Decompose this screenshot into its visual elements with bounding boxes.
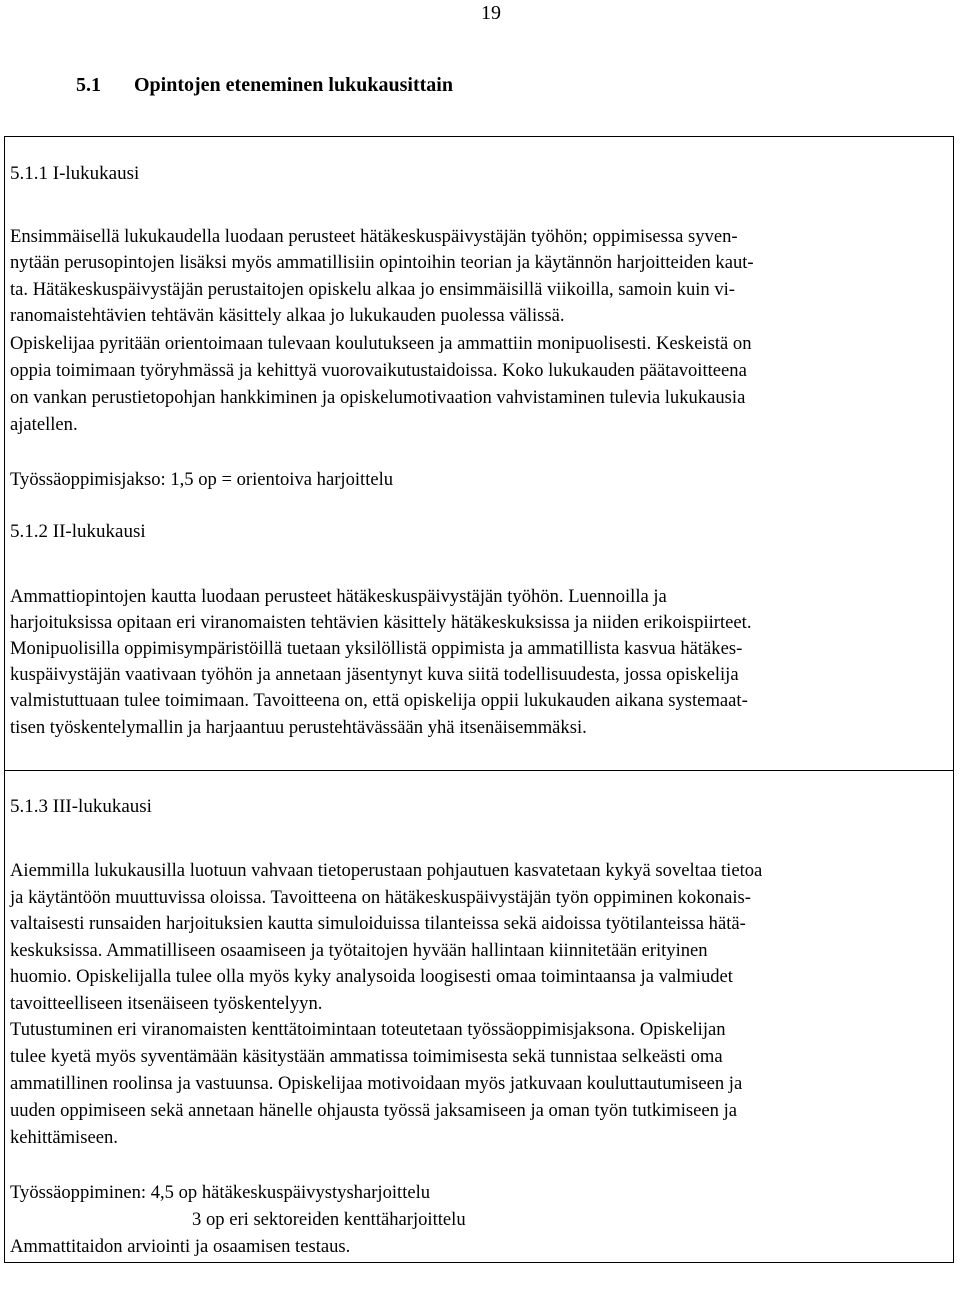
- section-3-line: huomio. Opiskelijalla tulee olla myös kyky analysoida loogisesti omaa toimintaansa ja valmiudet: [10, 966, 733, 987]
- section-2-line: Monipuolisilla oppimisympäristöillä tuetaan yksilöllistä oppimista ja ammatillista kasvua hätäkes-: [10, 638, 743, 659]
- section-1-line: on vankan perustietopohjan hankkiminen ja opiskelumotivaation vahvistaminen tulevia lukukausia: [10, 387, 746, 408]
- section-2-heading: 5.1.2 II-lukukausi: [10, 521, 146, 542]
- section-3-line: keskuksissa. Ammatilliseen osaamiseen ja työtaitojen hyvään hallintaan kiinnitetään erityinen: [10, 940, 708, 961]
- section-1-line: ta. Hätäkeskuspäivystäjän perustaitojen opiskelu alkaa jo ensimmäisillä viikoilla, samoin kuin vi-: [10, 279, 736, 300]
- section-2-line: tisen työskentelymallin ja harjaantuu perustehtävässään yhä itsenäisemmäksi.: [10, 717, 587, 738]
- section-1-line: ajatellen.: [10, 414, 78, 435]
- section-3-line: tulee kyetä myös syventämään käsitystään ammatissa toimimisesta sekä tunnistaa selkeästi oma: [10, 1046, 723, 1067]
- section-3-line: uuden oppimiseen sekä annetaan hänelle ohjausta työssä jaksamiseen ja oman työn tutkimiseen ja: [10, 1100, 738, 1121]
- section-2-line: Ammattiopintojen kautta luodaan perusteet hätäkeskuspäivystäjän työhön. Luennoilla ja: [10, 586, 667, 607]
- section-2-line: harjoituksissa opitaan eri viranomaisten tehtävien käsittely hätäkeskuksissa ja niiden erikoispiirteet.: [10, 612, 752, 633]
- section-1-line: Opiskelijaa pyritään orientoimaan tulevaan koulutukseen ja ammattiin monipuolisesti. Keskeistä on: [10, 333, 752, 354]
- section-1-line: oppia toimimaan työryhmässä ja kehittyä vuorovaikutustaidoissa. Koko lukukauden päätavoitteena: [10, 360, 747, 381]
- section-3-line: Aiemmilla lukukausilla luotuun vahvaan tietoperustaan pohjautuen kasvatetaan kykyä soveltaa tietoa: [10, 860, 763, 881]
- section-1-line: ranomaistehtävien tehtävän käsittely alkaa jo lukukauden puolessa välissä.: [10, 305, 565, 326]
- main-heading-number: 5.1: [76, 74, 101, 96]
- main-heading-text: Opintojen eteneminen lukukausittain: [134, 74, 453, 96]
- section-2-line: valmistuttuaan tulee toimimaan. Tavoitteena on, että opiskelija oppii lukukauden aikana systemaat-: [10, 690, 748, 711]
- section-1-heading: 5.1.1 I-lukukausi: [10, 163, 140, 184]
- section-2-line: kuspäivystäjän vaativaan työhön ja annetaan jäsentynyt kuva siitä todellisuudesta, jossa opiskelija: [10, 664, 739, 685]
- section-1-line: Ensimmäisellä lukukaudella luodaan perusteet hätäkeskuspäivystäjän työhön; oppimisessa syven-: [10, 226, 738, 247]
- section-3-line: ammatillinen roolinsa ja vastuunsa. Opiskelijaa motivoidaan myös jatkuvaan kouluttautumiseen ja: [10, 1073, 743, 1094]
- section-3-line: Tutustuminen eri viranomaisten kenttätoimintaan toteutetaan työssäoppimisjaksona. Opiskelijan: [10, 1019, 726, 1040]
- section-3-line: ja käytäntöön muuttuvissa oloissa. Tavoitteena on hätäkeskuspäivystäjän työn oppiminen kokonais-: [10, 887, 751, 908]
- main-heading: [76, 74, 453, 97]
- section-3-line: tavoitteelliseen itsenäiseen työskentelyyn.: [10, 993, 323, 1014]
- section-3-heading: 5.1.3 III-lukukausi: [10, 796, 152, 817]
- section-3-work-placement: Työssäoppiminen: 4,5 op hätäkeskuspäivystysharjoittelu: [10, 1182, 431, 1203]
- section-1-line: nytään perusopintojen lisäksi myös ammatillisiin opintoihin teorian ja käytännön harjoitteiden kaut-: [10, 252, 754, 273]
- section-1-work-placement: Työssäoppimisjakso: 1,5 op = orientoiva harjoittelu: [10, 469, 394, 490]
- section-3-assessment: Ammattitaidon arviointi ja osaamisen testaus.: [10, 1236, 351, 1257]
- page-number: 19: [481, 2, 501, 24]
- section-3-line: kehittämiseen.: [10, 1127, 118, 1148]
- section-3-work-placement: 3 op eri sektoreiden kenttäharjoittelu: [192, 1209, 466, 1230]
- section-3-line: valtaisesti runsaiden harjoituksien kautta simuloiduissa tilanteissa sekä aidoissa työtilanteissa hätä-: [10, 913, 746, 934]
- section-3-work-placement-row: [10, 1207, 948, 1233]
